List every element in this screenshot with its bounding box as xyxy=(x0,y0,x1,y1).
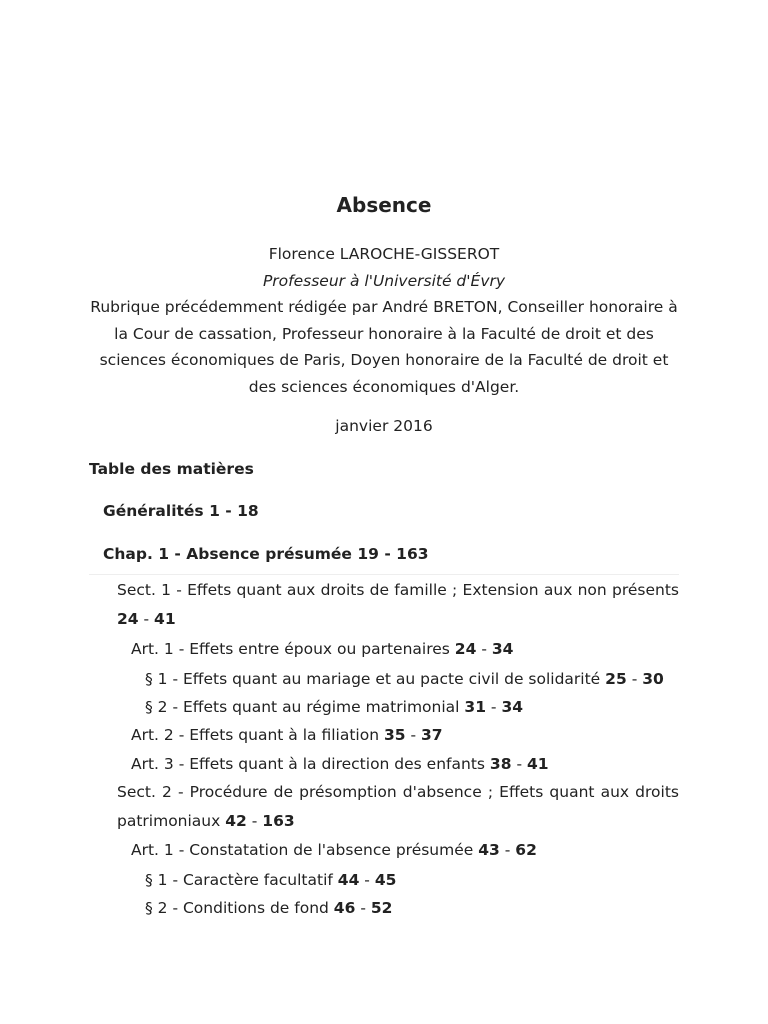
toc-divider xyxy=(89,574,679,575)
toc-entry-para-1[interactable] xyxy=(145,665,664,693)
toc-entry-label: Sect. 2 - Procédure de présomption d'absence ; Effets quant aux droits patrimoniaux xyxy=(117,783,679,830)
toc-entry-label: Art. 1 - Constatation de l'absence présumée xyxy=(131,841,474,859)
toc-range-separator: - xyxy=(143,609,150,628)
toc-entry-start: 24 xyxy=(117,609,139,628)
toc-entry-start: 31 xyxy=(464,698,486,716)
toc-entry-start: 1 xyxy=(209,502,220,520)
toc-entry-end: 45 xyxy=(374,871,397,889)
toc-range-separator: - xyxy=(631,670,638,688)
toc-range-separator: - xyxy=(504,841,511,859)
toc-entry-end: 163 xyxy=(396,545,429,563)
toc-entry-start: 46 xyxy=(333,899,356,917)
toc-entry-end: 37 xyxy=(421,726,443,744)
toc-entry-sect-1[interactable] xyxy=(117,576,679,633)
toc-entry-sect-2-para-2[interactable] xyxy=(145,894,392,922)
author-role: Professeur à l'Université d'Évry xyxy=(262,271,506,290)
toc-entry-end: 30 xyxy=(642,670,664,688)
toc-entry-art-3[interactable] xyxy=(131,750,549,778)
toc-entry-chap-1[interactable] xyxy=(103,540,429,568)
toc-range-separator: - xyxy=(251,811,258,830)
toc-entry-end: 34 xyxy=(501,698,524,716)
toc-entry-end: 41 xyxy=(526,755,549,773)
toc-entry-label: Sect. 1 - Effets quant aux droits de famille ; Extension aux non présents xyxy=(117,581,679,599)
toc-range-separator: - xyxy=(384,545,391,563)
toc-entry-end: 18 xyxy=(237,502,259,520)
toc-entry-sect-2-para-1[interactable] xyxy=(145,866,396,894)
toc-entry-end: 52 xyxy=(370,899,393,917)
toc-entry-generalites[interactable] xyxy=(103,497,259,525)
toc-range-separator: - xyxy=(516,755,523,773)
toc-entry-label: Chap. 1 - Absence présumée xyxy=(103,545,352,563)
toc-range-separator: - xyxy=(360,899,366,917)
author-block xyxy=(89,241,679,400)
toc-range-separator: - xyxy=(364,871,370,889)
toc-entry-label: Art. 3 - Effets quant à la direction des enfants xyxy=(131,755,485,773)
toc-entry-end: 34 xyxy=(491,640,514,658)
toc-entry-start: 38 xyxy=(489,755,512,773)
previous-author-note: Rubrique précédemment rédigée par André BRETON, Conseiller honoraire à la Cour de cassation, Professeur honoraire à la Faculté de droit et des sciences économiques de Paris, Doyen honoraire de la Faculté de droit et des sciences économiques d'Alger. xyxy=(90,298,678,396)
toc-entry-label: § 1 - Effets quant au mariage et au pacte civil de solidarité xyxy=(145,670,601,688)
toc-range-separator: - xyxy=(410,726,417,744)
toc-entry-label: § 2 - Effets quant au régime matrimonial xyxy=(145,698,460,716)
toc-entry-label: Art. 1 - Effets entre époux ou partenaires xyxy=(131,640,450,658)
toc-entry-art-2[interactable] xyxy=(131,721,443,749)
toc-entry-start: 24 xyxy=(454,640,477,658)
publication-date: janvier 2016 xyxy=(335,417,433,435)
toc-entry-start: 43 xyxy=(478,841,500,859)
document-title: Absence xyxy=(336,193,432,217)
toc-entry-label: § 1 - Caractère facultatif xyxy=(145,871,333,889)
toc-entry-start: 42 xyxy=(225,811,247,830)
author-name: Florence LAROCHE-GISSEROT xyxy=(268,245,500,263)
toc-range-separator: - xyxy=(225,502,232,520)
toc-entry-label: § 2 - Conditions de fond xyxy=(145,899,329,917)
toc-entry-art-1[interactable] xyxy=(131,635,513,663)
toc-entry-start: 35 xyxy=(383,726,406,744)
toc-range-separator: - xyxy=(481,640,487,658)
toc-entry-sect-2[interactable] xyxy=(117,778,679,835)
toc-entry-start: 25 xyxy=(605,670,627,688)
toc-entry-end: 62 xyxy=(515,841,537,859)
toc-entry-label: Généralités xyxy=(103,502,204,520)
toc-range-separator: - xyxy=(490,698,497,716)
toc-entry-start: 44 xyxy=(337,871,360,889)
toc-entry-sect-2-art-1[interactable] xyxy=(131,836,537,864)
toc-entry-end: 41 xyxy=(154,609,176,628)
toc-heading: Table des matières xyxy=(89,460,254,478)
toc-entry-end: 163 xyxy=(262,811,295,830)
toc-entry-para-2[interactable] xyxy=(145,693,523,721)
toc-entry-start: 19 xyxy=(357,545,379,563)
toc-entry-label: Art. 2 - Effets quant à la filiation xyxy=(131,726,380,744)
